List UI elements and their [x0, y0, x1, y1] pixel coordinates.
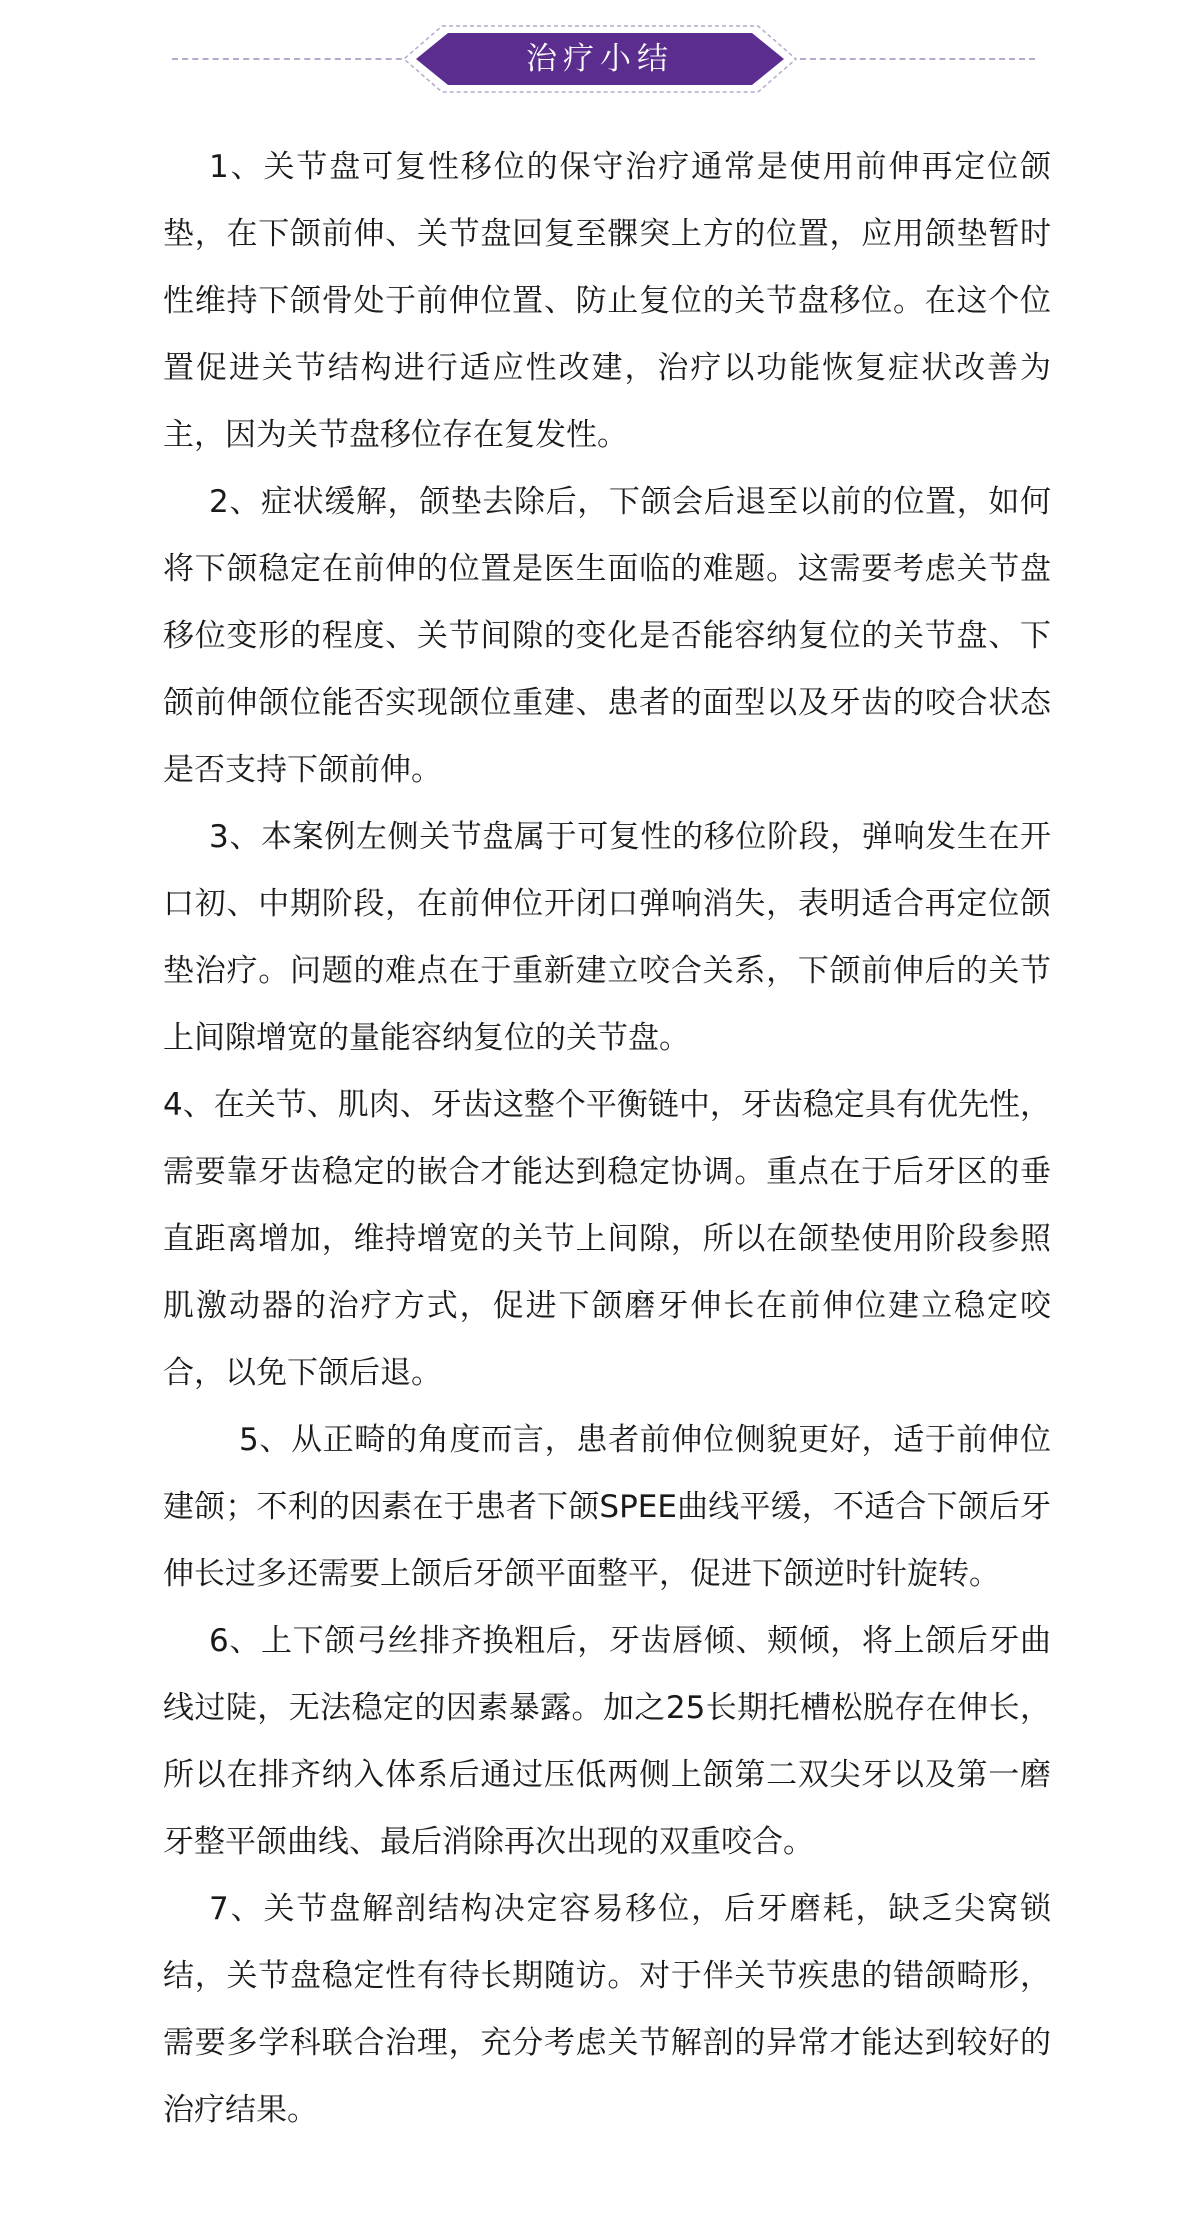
summary-paragraph-1: 1、关节盘可复性移位的保守治疗通常是使用前伸再定位颌垫，在下颌前伸、关节盘回复至髁突上方的位置，应用颌垫暂时性维持下颌骨处于前伸位置、防止复位的关节盘移位。在这个位置促进关节结构进行适应性改建，治疗以功能恢复症状改善为主，因为关节盘移位存在复发性。 — [163, 149, 1051, 453]
section-title: 治疗小结 — [526, 41, 674, 77]
summary-body — [163, 134, 1051, 2144]
section-header — [0, 0, 1200, 120]
header-divider-left — [172, 58, 412, 60]
summary-paragraph-4: 4、在关节、肌肉、牙齿这整个平衡链中，牙齿稳定具有优先性，需要靠牙齿稳定的嵌合才能达到稳定协调。重点在于后牙区的垂直距离增加，维持增宽的关节上间隙，所以在颌垫使用阶段参照肌激动器的治疗方式，促进下颌磨牙伸长在前伸位建立稳定咬合，以免下颌后退。 — [163, 1087, 1051, 1391]
summary-paragraph-2: 2、症状缓解，颌垫去除后，下颌会后退至以前的位置，如何将下颌稳定在前伸的位置是医生面临的难题。这需要考虑关节盘移位变形的程度、关节间隙的变化是否能容纳复位的关节盘、下颌前伸颌位能否实现颌位重建、患者的面型以及牙齿的咬合状态是否支持下颌前伸。 — [163, 484, 1051, 788]
summary-paragraph-3: 3、本案例左侧关节盘属于可复性的移位阶段，弹响发生在开口初、中期阶段，在前伸位开闭口弹响消失，表明适合再定位颌垫治疗。问题的难点在于重新建立咬合关系，下颌前伸后的关节上间隙增宽的量能容纳复位的关节盘。 — [163, 819, 1051, 1056]
summary-paragraph-7: 7、关节盘解剖结构决定容易移位，后牙磨耗，缺乏尖窝锁结，关节盘稳定性有待长期随访。对于伴关节疾患的错颌畸形，需要多学科联合治理，充分考虑关节解剖的异常才能达到较好的治疗结果。 — [163, 1891, 1051, 2128]
summary-paragraph-6: 6、上下颌弓丝排齐换粗后，牙齿唇倾、颊倾，将上颌后牙曲线过陡，无法稳定的因素暴露。加之25长期托槽松脱存在伸长，所以在排齐纳入体系后通过压低两侧上颌第二双尖牙以及第一磨牙整平颌曲线、最后消除再次出现的双重咬合。 — [163, 1623, 1051, 1860]
header-divider-right — [790, 58, 1035, 60]
summary-paragraph-5: 5、从正畸的角度而言，患者前伸位侧貌更好，适于前伸位建颌；不利的因素在于患者下颌SPEE曲线平缓，不适合下颌后牙伸长过多还需要上颌后牙颌平面整平，促进下颌逆时针旋转。 — [163, 1422, 1051, 1592]
